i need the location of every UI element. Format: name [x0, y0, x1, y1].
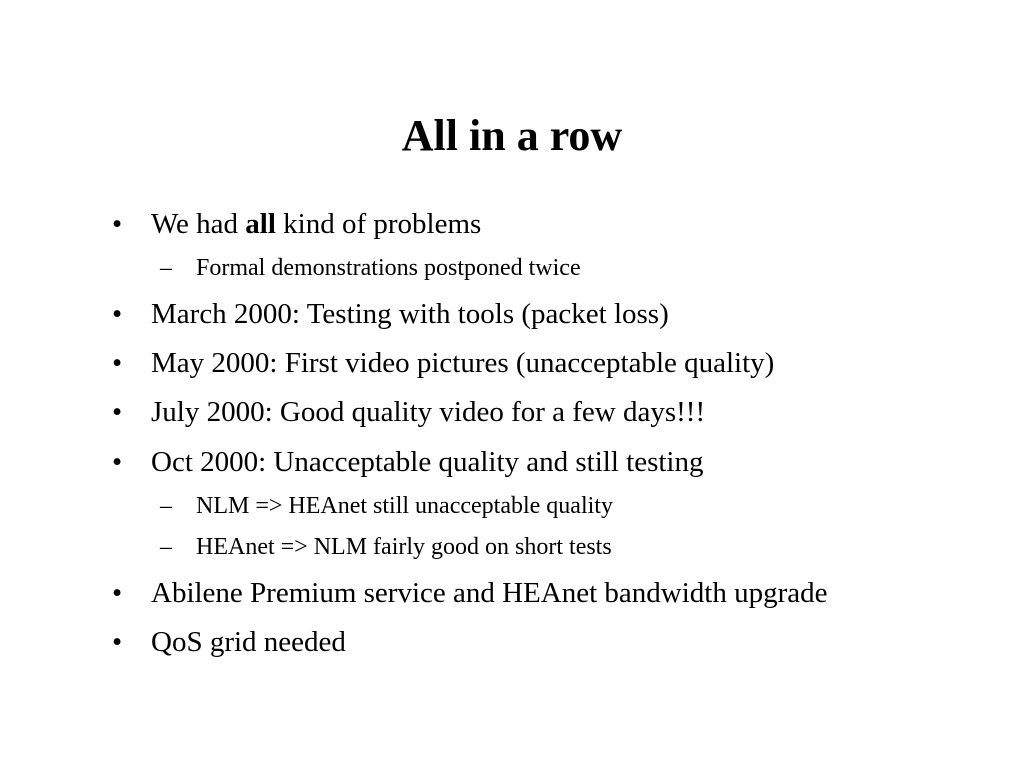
- bullet-text: Oct 2000: Unacceptable quality and still testing: [151, 446, 704, 478]
- sub-item-text: NLM => HEAnet still unacceptable quality: [196, 493, 613, 519]
- dash-marker: –: [160, 534, 172, 560]
- bullet-text: July 2000: Good quality video for a few days!!!: [151, 396, 706, 428]
- sub-item-text: Formal demonstrations postponed twice: [196, 255, 581, 281]
- bullet-text: March 2000: Testing with tools (packet loss): [151, 298, 669, 330]
- bullet-text: May 2000: First video pictures (unacceptable quality): [151, 347, 775, 379]
- dash-marker: –: [160, 493, 172, 519]
- bullet-marker: •: [112, 577, 123, 609]
- bullet-marker: •: [112, 626, 123, 658]
- bullet-text-before: We had: [151, 208, 246, 240]
- bullet-marker: •: [112, 446, 123, 478]
- bullet-marker: •: [112, 298, 123, 330]
- bullet-text: [151, 206, 481, 242]
- slide-title: All in a row: [401, 111, 623, 160]
- sub-item-text: HEAnet => NLM fairly good on short tests: [196, 534, 612, 560]
- bullet-marker: •: [112, 396, 123, 428]
- bullet-marker: •: [112, 208, 123, 240]
- bullet-marker: •: [112, 347, 123, 379]
- bullet-text: QoS grid needed: [151, 626, 346, 658]
- bullet-text-bold: all: [245, 208, 276, 240]
- bullet-text-after: kind of problems: [275, 208, 482, 240]
- dash-marker: –: [160, 255, 172, 281]
- bullet-text: Abilene Premium service and HEAnet bandwidth upgrade: [151, 577, 828, 609]
